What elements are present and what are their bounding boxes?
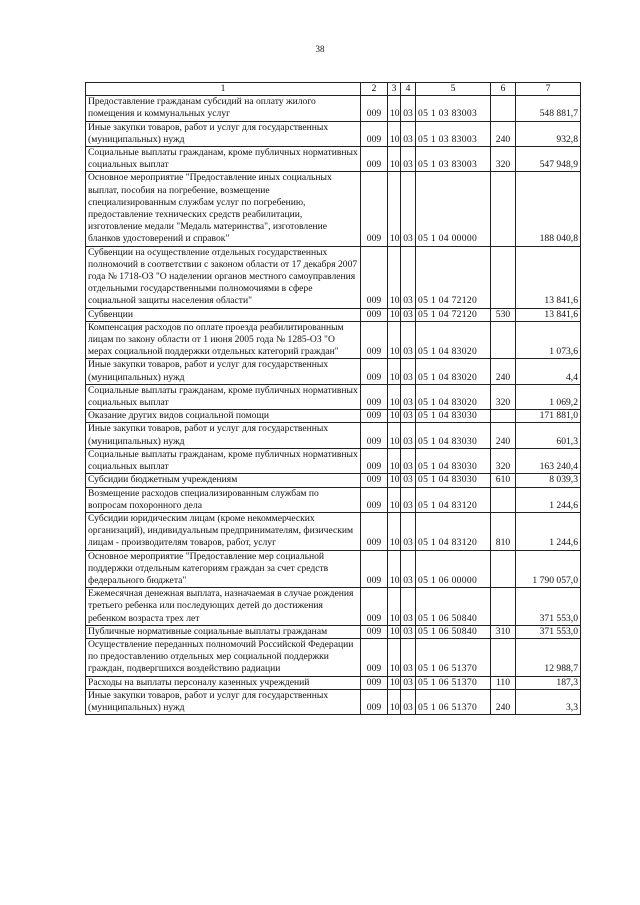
row-grbs-cell: 009: [361, 638, 388, 676]
row-target-code-cell: 05 1 03 83003: [416, 147, 491, 172]
row-sum-cell: 171 881,0: [516, 410, 581, 423]
row-section-cell: 10: [388, 246, 401, 308]
table-row: [86, 308, 581, 321]
row-name-cell: Ежемесячная денежная выплата, назначаемая в случае рождения третьего ребенка или последующих детей до достижения ребенком возраста трех лет: [86, 588, 361, 626]
row-subsection-cell: 03: [401, 474, 416, 487]
row-target-code-cell: 05 1 04 83120: [416, 487, 491, 512]
row-sum-cell: 547 948,9: [516, 147, 581, 172]
header-cell: 2: [361, 83, 388, 96]
row-name-cell: Субвенции: [86, 308, 361, 321]
row-target-code-cell: 05 1 04 72120: [416, 308, 491, 321]
row-sum-cell: 548 881,7: [516, 96, 581, 121]
row-name-cell: Основное мероприятие "Предоставление иных социальных выплат, пособия на погребение, возмещение специализированным службам услуг по погребению, предоставление технических средств реабилитации, изготовление медали "Медаль материнства", изготовление бланков удостоверений и справок": [86, 172, 361, 246]
row-subsection-cell: 03: [401, 512, 416, 550]
row-grbs-cell: 009: [361, 689, 388, 714]
row-sum-cell: 12 988,7: [516, 638, 581, 676]
row-section-cell: 10: [388, 550, 401, 588]
row-section-cell: 10: [388, 423, 401, 448]
row-subsection-cell: 03: [401, 410, 416, 423]
row-target-code-cell: 05 1 04 83120: [416, 512, 491, 550]
row-grbs-cell: 009: [361, 172, 388, 246]
row-target-code-cell: 05 1 03 83003: [416, 121, 491, 146]
header-cell: 1: [86, 83, 361, 96]
row-subsection-cell: 03: [401, 676, 416, 689]
row-section-cell: 10: [388, 384, 401, 409]
row-target-code-cell: 05 1 06 00000: [416, 550, 491, 588]
table-row: [86, 676, 581, 689]
row-expense-type-cell: [491, 246, 516, 308]
row-subsection-cell: 03: [401, 638, 416, 676]
row-section-cell: 10: [388, 321, 401, 359]
row-name-cell: Иные закупки товаров, работ и услуг для государственных (муниципальных) нужд: [86, 689, 361, 714]
row-expense-type-cell: [491, 321, 516, 359]
row-expense-type-cell: [491, 638, 516, 676]
row-name-cell: Иные закупки товаров, работ и услуг для государственных (муниципальных) нужд: [86, 121, 361, 146]
row-section-cell: 10: [388, 512, 401, 550]
row-subsection-cell: 03: [401, 448, 416, 473]
row-sum-cell: 1 244,6: [516, 487, 581, 512]
row-expense-type-cell: 610: [491, 474, 516, 487]
header-cell: 3: [388, 83, 401, 96]
row-name-cell: Социальные выплаты гражданам, кроме публичных нормативных социальных выплат: [86, 384, 361, 409]
table-row: [86, 512, 581, 550]
row-expense-type-cell: 240: [491, 423, 516, 448]
row-grbs-cell: 009: [361, 423, 388, 448]
table-row: [86, 638, 581, 676]
row-section-cell: 10: [388, 96, 401, 121]
row-sum-cell: 3,3: [516, 689, 581, 714]
row-grbs-cell: 009: [361, 474, 388, 487]
table-row: [86, 474, 581, 487]
row-target-code-cell: 05 1 04 83030: [416, 474, 491, 487]
row-target-code-cell: 05 1 04 83020: [416, 384, 491, 409]
table-row: [86, 96, 581, 121]
table-row: [86, 625, 581, 638]
row-target-code-cell: 05 1 04 83030: [416, 410, 491, 423]
row-expense-type-cell: 240: [491, 689, 516, 714]
row-name-cell: Оказание других видов социальной помощи: [86, 410, 361, 423]
row-sum-cell: 4,4: [516, 359, 581, 384]
row-grbs-cell: 009: [361, 487, 388, 512]
row-subsection-cell: 03: [401, 487, 416, 512]
row-name-cell: Возмещение расходов специализированным службам по вопросам похоронного дела: [86, 487, 361, 512]
row-section-cell: 10: [388, 588, 401, 626]
row-name-cell: Основное мероприятие "Предоставление мер социальной поддержки отдельным категориям граждан за счет средств федерального бюджета": [86, 550, 361, 588]
row-grbs-cell: 009: [361, 512, 388, 550]
row-section-cell: 10: [388, 487, 401, 512]
header-cell: 4: [401, 83, 416, 96]
row-target-code-cell: 05 1 03 83003: [416, 96, 491, 121]
row-subsection-cell: 03: [401, 550, 416, 588]
table-row: [86, 550, 581, 588]
row-section-cell: 10: [388, 676, 401, 689]
row-name-cell: Социальные выплаты гражданам, кроме публичных нормативных социальных выплат: [86, 448, 361, 473]
header-cell: 7: [516, 83, 581, 96]
row-sum-cell: 601,3: [516, 423, 581, 448]
row-subsection-cell: 03: [401, 625, 416, 638]
row-expense-type-cell: [491, 410, 516, 423]
row-grbs-cell: 009: [361, 121, 388, 146]
row-subsection-cell: 03: [401, 423, 416, 448]
row-name-cell: Субсидии юридическим лицам (кроме некоммерческих организаций), индивидуальным предпринимателям, физическим лицам - производителям товаров, работ, услуг: [86, 512, 361, 550]
row-expense-type-cell: 320: [491, 448, 516, 473]
row-subsection-cell: 03: [401, 588, 416, 626]
row-target-code-cell: 05 1 04 00000: [416, 172, 491, 246]
table-row: [86, 121, 581, 146]
header-row: [86, 83, 581, 96]
row-expense-type-cell: [491, 96, 516, 121]
row-name-cell: Расходы на выплаты персоналу казенных учреждений: [86, 676, 361, 689]
row-grbs-cell: 009: [361, 359, 388, 384]
table-row: [86, 410, 581, 423]
row-name-cell: Социальные выплаты гражданам, кроме публичных нормативных социальных выплат: [86, 147, 361, 172]
row-grbs-cell: 009: [361, 96, 388, 121]
row-subsection-cell: 03: [401, 689, 416, 714]
row-subsection-cell: 03: [401, 359, 416, 384]
table-row: [86, 384, 581, 409]
row-target-code-cell: 05 1 04 72120: [416, 246, 491, 308]
row-sum-cell: 1 790 057,0: [516, 550, 581, 588]
row-expense-type-cell: 320: [491, 384, 516, 409]
table-row: [86, 448, 581, 473]
row-name-cell: Осуществление переданных полномочий Российской Федерации по предоставлению отдельных мер социальной поддержки граждан, подвергшихся воздействию радиации: [86, 638, 361, 676]
row-sum-cell: 1 073,6: [516, 321, 581, 359]
row-name-cell: Иные закупки товаров, работ и услуг для государственных (муниципальных) нужд: [86, 423, 361, 448]
row-grbs-cell: 009: [361, 588, 388, 626]
header-cell: 6: [491, 83, 516, 96]
table-body: [86, 96, 581, 715]
table-row: [86, 172, 581, 246]
row-subsection-cell: 03: [401, 308, 416, 321]
budget-table: [85, 82, 581, 715]
table-row: [86, 487, 581, 512]
row-expense-type-cell: [491, 172, 516, 246]
row-sum-cell: 371 553,0: [516, 588, 581, 626]
row-section-cell: 10: [388, 410, 401, 423]
row-expense-type-cell: [491, 550, 516, 588]
row-grbs-cell: 009: [361, 625, 388, 638]
row-subsection-cell: 03: [401, 172, 416, 246]
row-subsection-cell: 03: [401, 384, 416, 409]
row-name-cell: Иные закупки товаров, работ и услуг для государственных (муниципальных) нужд: [86, 359, 361, 384]
row-sum-cell: 932,8: [516, 121, 581, 146]
row-name-cell: Компенсация расходов по оплате проезда реабилитированным лицам по закону области от 1 июня 2005 года № 1285-ОЗ "О мерах социальной поддержки отдельных категорий граждан": [86, 321, 361, 359]
row-grbs-cell: 009: [361, 321, 388, 359]
row-section-cell: 10: [388, 308, 401, 321]
row-sum-cell: 371 553,0: [516, 625, 581, 638]
row-sum-cell: 8 039,3: [516, 474, 581, 487]
row-target-code-cell: 05 1 04 83030: [416, 423, 491, 448]
row-sum-cell: 187,3: [516, 676, 581, 689]
row-section-cell: 10: [388, 638, 401, 676]
row-name-cell: Субсидии бюджетным учреждениям: [86, 474, 361, 487]
row-name-cell: Предоставление гражданам субсидий на оплату жилого помещения и коммунальных услуг: [86, 96, 361, 121]
row-target-code-cell: 05 1 06 50840: [416, 625, 491, 638]
row-expense-type-cell: 110: [491, 676, 516, 689]
row-target-code-cell: 05 1 06 51370: [416, 638, 491, 676]
table-row: [86, 246, 581, 308]
row-section-cell: 10: [388, 448, 401, 473]
table-row: [86, 359, 581, 384]
row-target-code-cell: 05 1 04 83020: [416, 359, 491, 384]
row-sum-cell: 1 069,2: [516, 384, 581, 409]
header-cell: 5: [416, 83, 491, 96]
row-sum-cell: 1 244,6: [516, 512, 581, 550]
row-section-cell: 10: [388, 147, 401, 172]
row-grbs-cell: 009: [361, 448, 388, 473]
row-sum-cell: 13 841,6: [516, 246, 581, 308]
row-sum-cell: 163 240,4: [516, 448, 581, 473]
row-name-cell: Публичные нормативные социальные выплаты гражданам: [86, 625, 361, 638]
row-sum-cell: 188 040,8: [516, 172, 581, 246]
row-name-cell: Субвенции на осуществление отдельных государственных полномочий в соответствии с законом области от 17 декабря 2007 года № 1718-ОЗ "О наделении органов местного самоуправления отдельными государственными полномочиями в сфере социальной защиты населения области": [86, 246, 361, 308]
row-subsection-cell: 03: [401, 147, 416, 172]
row-section-cell: 10: [388, 172, 401, 246]
row-grbs-cell: 009: [361, 147, 388, 172]
row-subsection-cell: 03: [401, 121, 416, 146]
row-expense-type-cell: 530: [491, 308, 516, 321]
table-row: [86, 689, 581, 714]
table-row: [86, 588, 581, 626]
table-row: [86, 321, 581, 359]
row-section-cell: 10: [388, 121, 401, 146]
page-number: 38: [315, 44, 325, 54]
row-subsection-cell: 03: [401, 246, 416, 308]
row-expense-type-cell: 240: [491, 121, 516, 146]
row-expense-type-cell: [491, 588, 516, 626]
row-expense-type-cell: 240: [491, 359, 516, 384]
row-subsection-cell: 03: [401, 96, 416, 121]
row-section-cell: 10: [388, 689, 401, 714]
row-grbs-cell: 009: [361, 246, 388, 308]
row-section-cell: 10: [388, 474, 401, 487]
row-target-code-cell: 05 1 06 51370: [416, 689, 491, 714]
row-section-cell: 10: [388, 359, 401, 384]
table-row: [86, 423, 581, 448]
row-target-code-cell: 05 1 04 83030: [416, 448, 491, 473]
row-grbs-cell: 009: [361, 384, 388, 409]
row-subsection-cell: 03: [401, 321, 416, 359]
row-sum-cell: 13 841,6: [516, 308, 581, 321]
row-target-code-cell: 05 1 06 50840: [416, 588, 491, 626]
table-row: [86, 147, 581, 172]
row-target-code-cell: 05 1 06 51370: [416, 676, 491, 689]
row-grbs-cell: 009: [361, 308, 388, 321]
row-expense-type-cell: [491, 487, 516, 512]
row-grbs-cell: 009: [361, 550, 388, 588]
row-expense-type-cell: 810: [491, 512, 516, 550]
row-grbs-cell: 009: [361, 410, 388, 423]
row-expense-type-cell: 320: [491, 147, 516, 172]
row-expense-type-cell: 310: [491, 625, 516, 638]
row-grbs-cell: 009: [361, 676, 388, 689]
row-section-cell: 10: [388, 625, 401, 638]
row-target-code-cell: 05 1 04 83020: [416, 321, 491, 359]
